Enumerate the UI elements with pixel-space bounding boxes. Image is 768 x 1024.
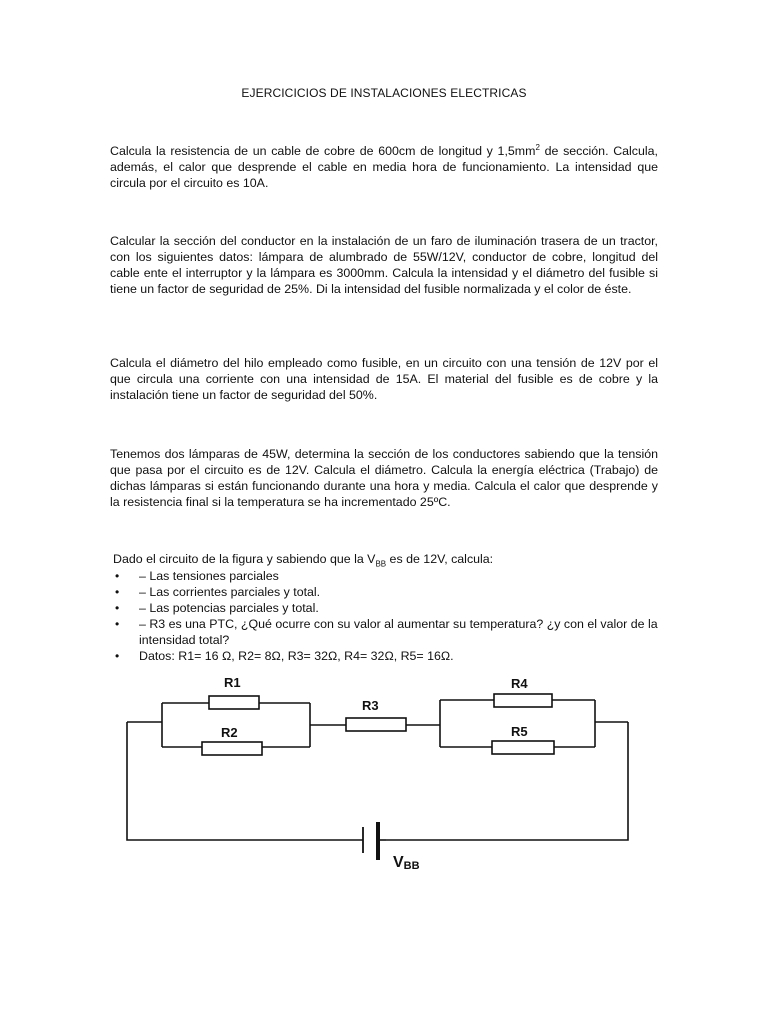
resistor-r1 <box>209 696 259 709</box>
bullet-icon: • <box>115 601 120 615</box>
exercise-5-intro-subscript: BB <box>375 559 387 569</box>
exercise-3-text: Calcula el diámetro del hilo empleado como fusible, en un circuito con una tensión de 12V por el que circula una corriente con una intensidad de 15A. El material del fusible es de cobre y la instalación tiene un factor de seguridad del 50%. <box>110 356 658 402</box>
resistor-r3 <box>346 718 406 731</box>
document-title: EJERCICICIOS DE INSTALACIONES ELECTRICAS <box>241 86 527 100</box>
list-item-text: – Las corrientes parciales y total. <box>139 585 321 599</box>
label-r4: R4 <box>511 676 528 691</box>
exercise-4-text: Tenemos dos lámparas de 45W, determina la sección de los conductores sabiendo que la tensión que pasa por el circuito es de 12V. Calcula el diámetro. Calcula la energía eléctrica (Trabajo) de dichas lámparas si están funcionando durante una hora y media. Calcula el calor que desprende y la resistencia final si la temperatura se ha incrementado 25ºC. <box>110 447 658 509</box>
circuit-diagram <box>0 660 768 890</box>
label-r3: R3 <box>362 698 379 713</box>
list-item-text: – Las tensiones parciales <box>139 569 279 583</box>
exercise-1-part-b: de sección. Calcula, además, el calor que desprende el cable en media hora de funcionamiento. La intensidad que circula por el circuito es 10A. <box>110 144 658 190</box>
list-item-text: Datos: R1= 16 Ω, R2= 8Ω, R3= 32Ω, R4= 32Ω, R5= 16Ω. <box>139 649 454 663</box>
list-item <box>113 584 658 600</box>
exercise-5-intro-b: es de 12V, calcula: <box>386 552 494 566</box>
exercise-2-text: Calcular la sección del conductor en la instalación de un faro de iluminación trasera de un tractor, con los siguientes datos: lámpara de alumbrado de 55W/12V, conductor de cobre, longitud del cable ente el interruptor y la lámpara es 3000mm. Calcula la intensidad y el diámetro del fusible si tiene un factor de seguridad de 25%. Di la intensidad del fusible normalizada y el color de éste. <box>110 234 658 296</box>
list-item <box>113 616 658 648</box>
exercise-5-intro <box>113 551 658 567</box>
resistor-r4 <box>494 694 552 707</box>
resistor-r2 <box>202 742 262 755</box>
exercise-5-list <box>113 568 658 664</box>
list-item-text: – R3 es una PTC, ¿Qué ocurre con su valor al aumentar su temperatura? ¿y con el valor de la intensidad total? <box>139 617 658 647</box>
exercise-1-part-a: Calcula la resistencia de un cable de cobre de 600cm de longitud y 1,5mm <box>110 144 536 158</box>
exercise-1-superscript: 2 <box>535 142 540 152</box>
list-item-text: – Las potencias parciales y total. <box>139 601 319 615</box>
bullet-icon: • <box>115 569 120 583</box>
label-r1: R1 <box>224 675 241 690</box>
list-item <box>113 568 658 584</box>
list-item <box>113 600 658 616</box>
label-r2: R2 <box>221 725 238 740</box>
exercise-5-block <box>113 551 658 664</box>
label-r5: R5 <box>511 724 528 739</box>
exercise-1-text <box>110 143 658 191</box>
label-vbb-sub: BB <box>403 860 420 872</box>
label-vbb <box>393 854 420 872</box>
exercise-5-intro-a: Dado el circuito de la figura y sabiendo que la V <box>113 552 376 566</box>
label-vbb-main: V <box>393 854 404 871</box>
resistor-r5 <box>492 741 554 754</box>
bullet-icon: • <box>115 649 120 663</box>
bullet-icon: • <box>115 617 120 631</box>
bullet-icon: • <box>115 585 120 599</box>
